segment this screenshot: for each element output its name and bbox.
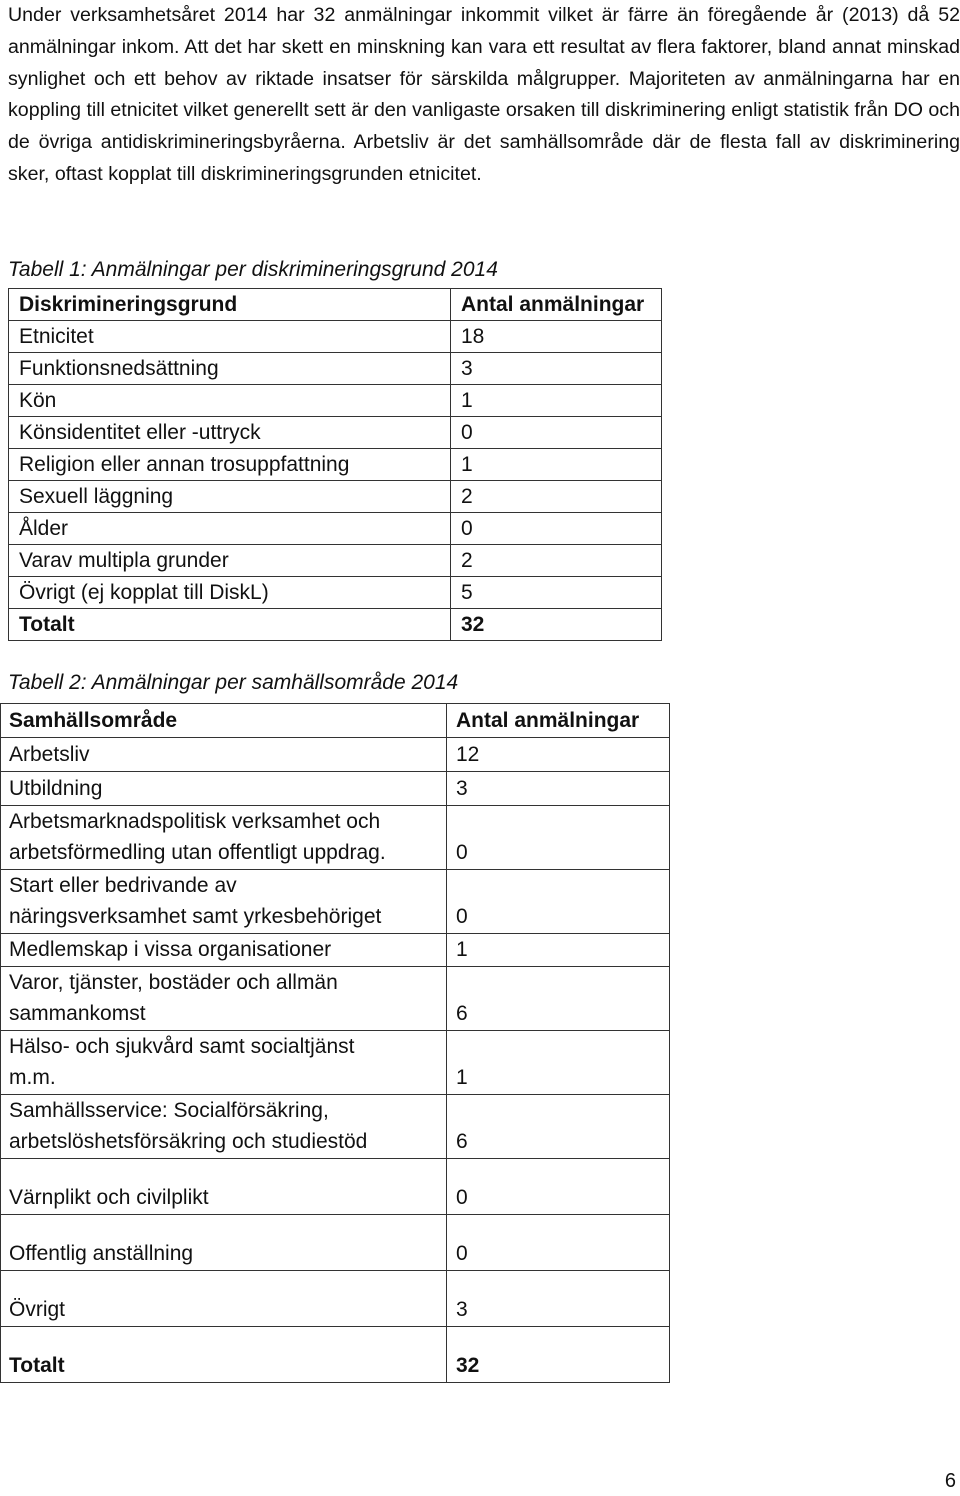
table-row — [1, 1215, 670, 1271]
row-label — [1, 870, 447, 934]
row-value: 6 — [447, 967, 670, 1031]
row-label: Könsidentitet eller -uttryck — [9, 417, 451, 449]
row-label: Funktionsnedsättning — [9, 353, 451, 385]
table-total-row — [9, 609, 662, 641]
total-label: Totalt — [9, 609, 451, 641]
column-header: Antal anmälningar — [451, 289, 662, 321]
row-label: Offentlig anställning — [1, 1215, 447, 1271]
row-value: 0 — [451, 417, 662, 449]
row-label: Etnicitet — [9, 321, 451, 353]
table-header-row — [1, 704, 670, 738]
table1-caption: Tabell 1: Anmälningar per diskrimineringsgrund 2014 — [8, 258, 498, 281]
total-value: 32 — [451, 609, 662, 641]
row-label-line: Samhällsservice: Socialförsäkring, — [9, 1099, 329, 1122]
row-value: 0 — [451, 513, 662, 545]
table-row — [9, 449, 662, 481]
row-value: 0 — [447, 1159, 670, 1215]
table-row — [9, 353, 662, 385]
row-label-line: sammankomst — [9, 1002, 146, 1025]
row-label-line: arbetslöshetsförsäkring och studiestöd — [9, 1130, 368, 1153]
row-value: 3 — [447, 1271, 670, 1327]
row-label — [1, 1031, 447, 1095]
table-row — [1, 1159, 670, 1215]
row-label: Arbetsliv — [1, 738, 447, 772]
table-row — [1, 1095, 670, 1159]
column-header: Samhällsområde — [1, 704, 447, 738]
row-label: Övrigt — [1, 1271, 447, 1327]
row-value: 18 — [451, 321, 662, 353]
column-header: Diskrimineringsgrund — [9, 289, 451, 321]
table-row — [1, 934, 670, 967]
table-row — [1, 870, 670, 934]
table2-caption: Tabell 2: Anmälningar per samhällsområde 2014 — [8, 671, 459, 694]
table-row — [1, 738, 670, 772]
row-label-line: Varor, tjänster, bostäder och allmän — [9, 971, 338, 994]
total-value: 32 — [447, 1327, 670, 1383]
row-label: Medlemskap i vissa organisationer — [1, 934, 447, 967]
table-row — [9, 513, 662, 545]
row-label — [1, 806, 447, 870]
row-label — [1, 967, 447, 1031]
table-header-row — [9, 289, 662, 321]
total-label: Totalt — [1, 1327, 447, 1383]
table-row — [9, 545, 662, 577]
row-label: Sexuell läggning — [9, 481, 451, 513]
table-row — [1, 967, 670, 1031]
row-value: 1 — [451, 449, 662, 481]
row-value: 3 — [451, 353, 662, 385]
row-value: 3 — [447, 772, 670, 806]
table-row — [1, 806, 670, 870]
row-value: 0 — [447, 806, 670, 870]
row-label: Övrigt (ej kopplat till DiskL) — [9, 577, 451, 609]
row-label — [1, 1095, 447, 1159]
row-label-line: Hälso- och sjukvård samt socialtjänst — [9, 1035, 355, 1058]
column-header: Antal anmälningar — [447, 704, 670, 738]
row-label-line: m.m. — [9, 1066, 56, 1089]
table-row — [9, 385, 662, 417]
row-value: 1 — [447, 934, 670, 967]
row-value: 0 — [447, 1215, 670, 1271]
table-societal-areas — [0, 703, 670, 1383]
row-label-line: Arbetsmarknadspolitisk verksamhet och — [9, 810, 381, 833]
row-value: 12 — [447, 738, 670, 772]
row-value: 2 — [451, 545, 662, 577]
table-row — [1, 1031, 670, 1095]
row-value: 2 — [451, 481, 662, 513]
table-total-row — [1, 1327, 670, 1383]
row-label-line: arbetsförmedling utan offentligt uppdrag. — [9, 841, 386, 864]
row-label: Ålder — [9, 513, 451, 545]
row-value: 5 — [451, 577, 662, 609]
row-value: 1 — [447, 1031, 670, 1095]
row-label: Kön — [9, 385, 451, 417]
table-row — [9, 577, 662, 609]
row-label: Religion eller annan trosuppfattning — [9, 449, 451, 481]
table-row — [9, 481, 662, 513]
table-row — [1, 1271, 670, 1327]
table-row — [9, 321, 662, 353]
table-row — [1, 772, 670, 806]
body-paragraph: Under verksamhetsåret 2014 har 32 anmälningar inkommit vilket är färre än föregående år (2013) då 52 anmälningar inkom. Att det har skett en minskning kan vara ett resultat av flera faktorer, bland annat minskad synlighet och ett behov av riktade insatser för särskilda målgrupper. Majoriteten av anmälningarna har en koppling till etnicitet vilket generellt sett är den vanligaste orsaken till diskriminering enligt statistik från DO och de övriga antidiskrimineringsbyråerna. Arbetsliv är det samhällsområde där de flesta fall av diskriminering sker, oftast kopplat till diskrimineringsgrunden etnicitet. — [8, 4, 960, 185]
row-value: 6 — [447, 1095, 670, 1159]
row-label: Varav multipla grunder — [9, 545, 451, 577]
table-row — [9, 417, 662, 449]
page-number: 6 — [944, 1470, 956, 1492]
table-discrimination-grounds — [8, 288, 662, 641]
row-label-line: Start eller bedrivande av — [9, 874, 237, 897]
row-value: 1 — [451, 385, 662, 417]
row-value: 0 — [447, 870, 670, 934]
row-label: Värnplikt och civilplikt — [1, 1159, 447, 1215]
row-label-line: näringsverksamhet samt yrkesbehöriget — [9, 905, 382, 928]
row-label: Utbildning — [1, 772, 447, 806]
